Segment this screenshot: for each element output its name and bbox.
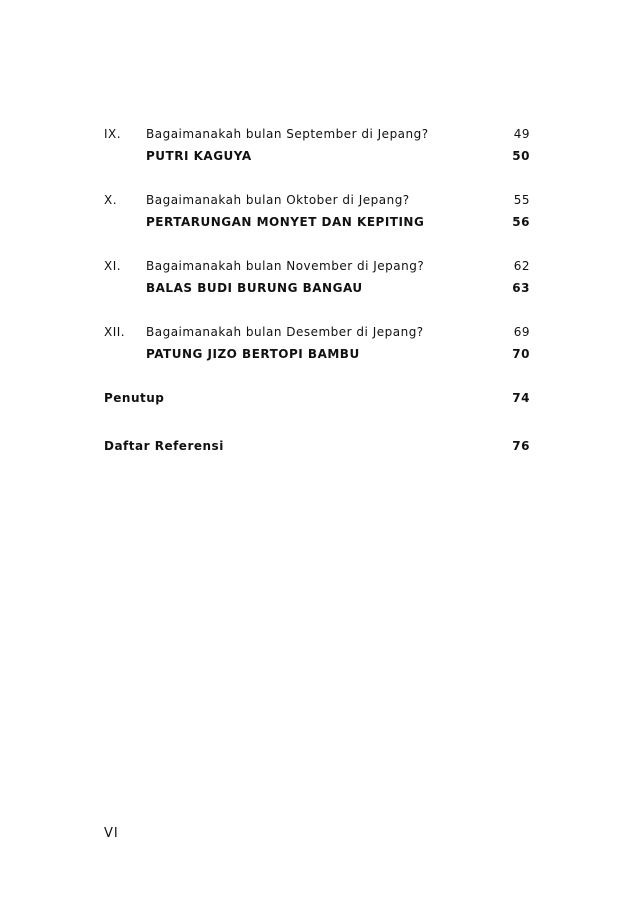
toc-references-row	[104, 438, 530, 460]
chapter-numeral: XII.	[104, 325, 126, 339]
toc-chapter-ix	[104, 126, 530, 170]
chapter-question: Bagaimanakah bulan September di Jepang?	[146, 127, 429, 141]
closing-label: Penutup	[104, 391, 165, 405]
chapter-numeral: IX.	[104, 127, 122, 141]
toc-story-row	[104, 148, 530, 170]
toc-question-row	[104, 258, 530, 280]
toc-chapter-x	[104, 192, 530, 236]
question-page-number: 69	[513, 325, 530, 339]
toc-closing-row	[104, 390, 530, 412]
story-page-number: 63	[512, 281, 530, 295]
question-page-number: 62	[513, 259, 530, 273]
question-page-number: 55	[513, 193, 530, 207]
toc-question-row	[104, 324, 530, 346]
page-number: VI	[104, 826, 119, 841]
chapter-question: Bagaimanakah bulan November di Jepang?	[146, 259, 425, 273]
story-page-number: 50	[512, 149, 530, 163]
chapter-question: Bagaimanakah bulan Oktober di Jepang?	[146, 193, 410, 207]
toc-chapter-xii	[104, 324, 530, 368]
story-title: PUTRI KAGUYA	[146, 149, 252, 163]
toc-question-row	[104, 192, 530, 214]
chapter-question: Bagaimanakah bulan Desember di Jepang?	[146, 325, 424, 339]
toc-story-row	[104, 280, 530, 302]
chapter-numeral: X.	[104, 193, 118, 207]
story-title: BALAS BUDI BURUNG BANGAU	[146, 281, 363, 295]
table-of-contents	[104, 126, 530, 486]
closing-page-number: 74	[512, 391, 530, 405]
chapter-numeral: XI.	[104, 259, 122, 273]
toc-story-row	[104, 214, 530, 236]
toc-chapter-xi	[104, 258, 530, 302]
story-page-number: 56	[512, 215, 530, 229]
references-page-number: 76	[512, 439, 530, 453]
story-title: PERTARUNGAN MONYET DAN KEPITING	[146, 215, 425, 229]
references-label: Daftar Referensi	[104, 439, 224, 453]
toc-question-row	[104, 126, 530, 148]
story-title: PATUNG JIZO BERTOPI BAMBU	[146, 347, 360, 361]
question-page-number: 49	[513, 127, 530, 141]
story-page-number: 70	[512, 347, 530, 361]
toc-story-row	[104, 346, 530, 368]
